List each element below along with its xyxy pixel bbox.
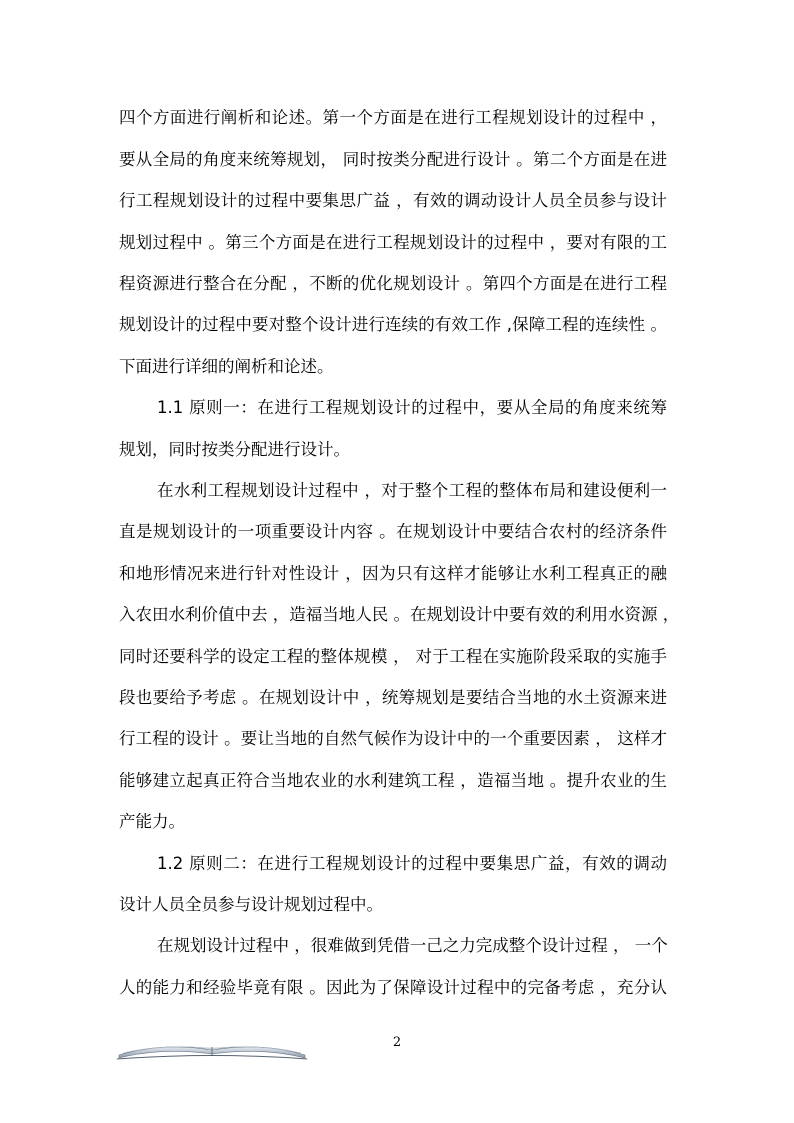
- text-line: 规划设计的过程中要对整个设计进行连续的有效工作 ,保障工程的连续性 。: [119, 315, 667, 334]
- page-number: 2: [392, 1035, 402, 1050]
- text-line: 段也要给予考虑 。在规划设计中 ，统筹规划是要结合当地的水土资源来进: [119, 688, 667, 707]
- text-line: 直是规划设计的一项重要设计内容 。在规划设计中要结合农村的经济条件: [119, 522, 667, 541]
- open-book-icon: [117, 1039, 307, 1061]
- text-line: 在规划设计过程中 ，很难做到凭借一己之力完成整个设计过程 ， 一个: [157, 936, 668, 955]
- text-line: 和地形情况来进行针对性设计 ，因为只有这样才能够让水利工程真正的融: [119, 564, 667, 583]
- section-heading-1-2: 1.2 原则二：在进行工程规划设计的过程中要集思广益，有效的调动: [157, 854, 667, 873]
- text-line: 规划过程中 。第三个方面是在进行工程规划设计的过程中 ，要对有限的工: [119, 233, 667, 252]
- text-line: 行工程的设计 。要让当地的自然气候作为设计中的一个重要因素 ， 这样才: [119, 729, 667, 748]
- section-heading-1-2-cont: 设计人员全员参与设计规划过程中。: [119, 895, 383, 914]
- text-line: 入农田水利价值中去 ，造福当地人民 。在规划设计中要有效的利用水资源 ，: [119, 605, 680, 624]
- text-line: 四个方面进行阐析和论述。第一个方面是在进行工程规划设计的过程中 ，: [119, 108, 667, 127]
- text-line: 在水利工程规划设计过程中 ，对于整个工程的整体布局和建设便利一: [157, 481, 667, 500]
- text-line: 人的能力和经验毕竟有限 。因此为了保障设计过程中的完备考虑 ，充分认: [119, 978, 667, 997]
- text-line: 程资源进行整合在分配 ，不断的优化规划设计 。第四个方面是在进行工程: [119, 274, 667, 293]
- text-line: 产能力。: [119, 812, 185, 831]
- text-line: 要从全局的角度来统筹规划， 同时按类分配进行设计 。第二个方面是在进: [119, 150, 667, 169]
- text-line: 行工程规划设计的过程中要集思广益 ，有效的调动设计人员全员参与设计: [119, 191, 667, 210]
- section-heading-1-1-cont: 规划，同时按类分配进行设计。: [119, 440, 350, 459]
- section-heading-1-1: 1.1 原则一：在进行工程规划设计的过程中，要从全局的角度来统筹: [157, 398, 667, 417]
- text-line: 能够建立起真正符合当地农业的水利建筑工程 ，造福当地 。提升农业的生: [119, 771, 667, 790]
- text-line: 同时还要科学的设定工程的整体规模 ， 对于工程在实施阶段采取的实施手: [119, 647, 667, 666]
- text-line: 下面进行详细的阐析和论述。: [119, 357, 334, 376]
